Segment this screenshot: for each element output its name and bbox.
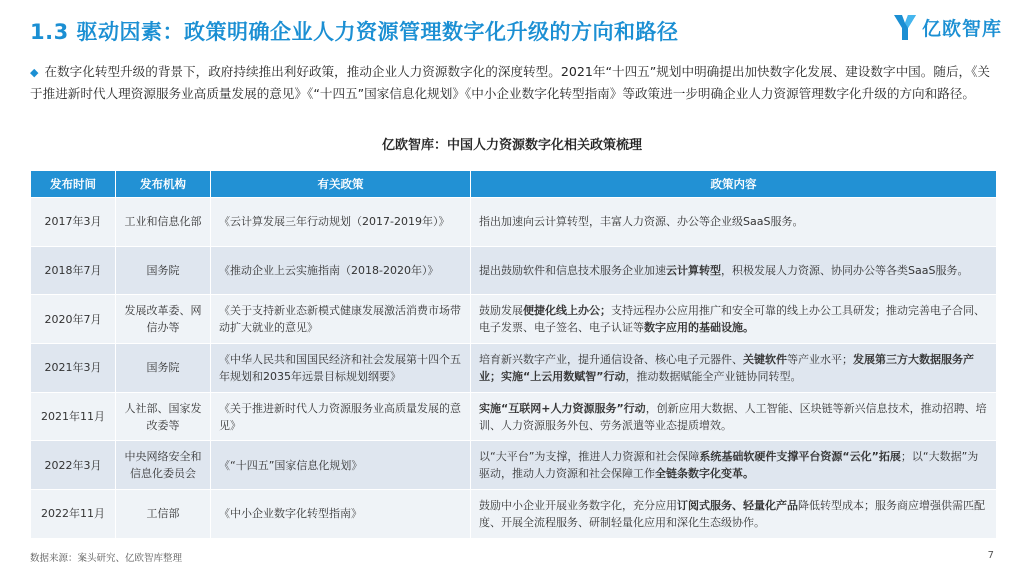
cell-date: 2022年11月: [31, 490, 116, 539]
content-highlight: 系统基础软硬件支撑平台资源“云化”拓展: [699, 450, 901, 464]
content-text: 培育新兴数字产业，提升通信设备、核心电子元器件、: [479, 352, 743, 366]
cell-date: 2022年3月: [31, 441, 116, 490]
cell-policy: 《“十四五”国家信息化规划》: [211, 441, 471, 490]
content-highlight: 关键软件: [743, 352, 787, 366]
cell-date: 2021年11月: [31, 392, 116, 441]
intro-text: 在数字化转型升级的背景下，政府持续推出利好政策，推动企业人力资源数字化的深度转型。2021年“十四五”规划中明确提出加快数字化发展、建设数字中国。随后，《关于推进新时代人理资源服务业高质量发展的意见》《“十四五”国家信息化规划》《中小企业数字化转型指南》等政策进一步明确企业人力资源管理数字化升级的方向和路径。: [30, 64, 991, 101]
cell-content: [471, 246, 997, 295]
data-source-note: 数据来源：案头研究、亿欧智库整理: [30, 553, 183, 564]
cell-date: 2017年3月: [31, 198, 116, 247]
cell-content: [471, 295, 997, 344]
table-row: [31, 198, 997, 247]
intro-paragraph: [30, 61, 998, 104]
table-row: [31, 344, 997, 393]
cell-org: 发展改革委、网信办等: [116, 295, 211, 344]
header-content: 政策内容: [471, 171, 997, 198]
content-text: 以“大平台”为支撑，推进人力资源和社会保障: [479, 450, 700, 464]
yiou-logo-icon: [892, 12, 918, 42]
cell-policy: 《中华人民共和国国民经济和社会发展第十四个五年规划和2035年远景目标规划纲要》: [211, 344, 471, 393]
logo: [892, 12, 1002, 42]
cell-date: 2020年7月: [31, 295, 116, 344]
cell-content: 指出加速向云计算转型，丰富人力资源、办公等企业级SaaS服务。: [471, 198, 997, 247]
content-highlight: 实施“互联网+人力资源服务”行动: [479, 401, 646, 415]
cell-org: 工业和信息化部: [116, 198, 211, 247]
cell-policy: 《推动企业上云实施指南（2018-2020年）》: [211, 246, 471, 295]
table-row: [31, 246, 997, 295]
content-text: 降低转型成本；服务商应增强供需匹配度、开展全流程服务、研制轻量化应用和深化生态级协作。: [479, 498, 985, 529]
table-row: [31, 490, 997, 539]
content-highlight: 数字应用的基础设施。: [644, 321, 754, 335]
logo-text: 亿欧智库: [921, 17, 1002, 40]
cell-policy: 《中小企业数字化转型指南》: [211, 490, 471, 539]
cell-org: 国务院: [116, 246, 211, 295]
cell-org: 国务院: [116, 344, 211, 393]
cell-org: 中央网络安全和信息化委员会: [116, 441, 211, 490]
cell-content: [471, 490, 997, 539]
header-date: 发布时间: [31, 171, 116, 198]
content-text: ，创新应用大数据、人工智能、区块链等新兴信息技术，推动招聘、培训、人力资源服务外包、劳务派遣等业态提质增效。: [479, 401, 987, 432]
content-highlight: 便捷化线上办公；: [523, 304, 611, 318]
diamond-bullet-icon: ◆: [30, 66, 39, 79]
table-row: [31, 441, 997, 490]
content-text: 等产业水平；: [787, 352, 853, 366]
cell-org: 人社部、国家发改委等: [116, 392, 211, 441]
content-text: 鼓励发展: [479, 304, 523, 318]
cell-policy: 《关于支持新业态新模式健康发展激活消费市场带动扩大就业的意见》: [211, 295, 471, 344]
cell-date: 2018年7月: [31, 246, 116, 295]
content-text: ，积极发展人力资源、协同办公等各类SaaS服务。: [721, 264, 969, 278]
content-highlight: 发展第三方大数据服务产业；实施“上云用数赋智”行动: [479, 352, 974, 383]
cell-date: 2021年3月: [31, 344, 116, 393]
table-row: [31, 295, 997, 344]
content-highlight: 全链条数字化变革。: [655, 467, 754, 481]
cell-content: [471, 344, 997, 393]
content-highlight: 订阅式服务、轻量化产品: [677, 498, 798, 512]
content-text: 提出鼓励软件和信息技术服务企业加速: [479, 264, 666, 278]
header-policy: 有关政策: [211, 171, 471, 198]
cell-content: [471, 441, 997, 490]
page-title: 1.3 驱动因素：政策明确企业人力资源管理数字化升级的方向和路径: [30, 20, 679, 44]
content-text: 支持远程办公应用推广和安全可靠的线上办公工具研发；推动完善电子合同、电子发票、电子签名、电子认证等: [479, 304, 985, 335]
cell-policy: 《云计算发展三年行动规划（2017-2019年）》: [211, 198, 471, 247]
header-org: 发布机构: [116, 171, 211, 198]
cell-content: [471, 392, 997, 441]
table-title: 亿欧智库：中国人力资源数字化相关政策梳理: [381, 138, 642, 153]
content-text: ；以“大数据”为驱动，推动人力资源和社会保障工作: [479, 450, 979, 481]
table-row: [31, 392, 997, 441]
content-text: ，推动数据赋能全产业链协同转型。: [625, 369, 802, 383]
policy-table: [30, 170, 997, 539]
table-header-row: [31, 171, 997, 198]
content-text: 鼓励中小企业开展业务数字化，充分应用: [479, 498, 677, 512]
content-highlight: 云计算转型: [666, 264, 721, 278]
cell-org: 工信部: [116, 490, 211, 539]
cell-policy: 《关于推进新时代人力资源服务业高质量发展的意见》: [211, 392, 471, 441]
page-number: 7: [987, 550, 994, 561]
